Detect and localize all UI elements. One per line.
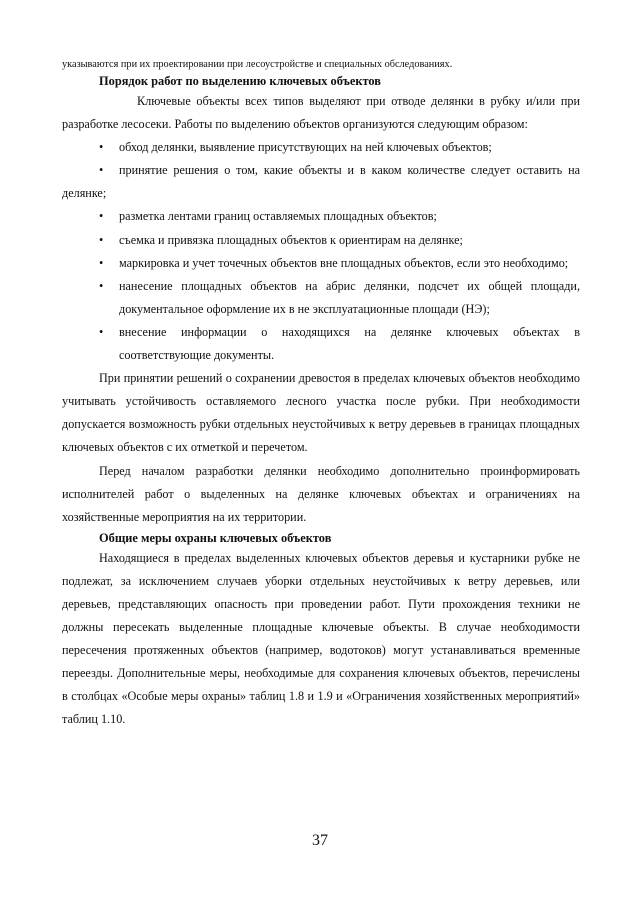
list-item-text: обход делянки, выявление присутствующих на ней ключевых объектов; (119, 140, 492, 155)
paragraph-stability: При принятии решений о сохранении древостоя в пределах ключевых объектов необходимо учитывать устойчивость оставляемого лесного участка после рубки. При необходимости допускается возможность рубки отдельных неустойчивых к ветру деревьев в границах площадных ключевых объектов с их отметкой и перечетом. (62, 371, 580, 455)
list-item-text: принятие решения о том, какие объекты и в каком количестве следует оставить на делянке; (62, 163, 580, 201)
list-item (62, 321, 580, 367)
bullet-icon: • (99, 324, 104, 339)
list-item-text: внесение информации о находящихся на делянке ключевых объектах в соответствующие документы. (119, 324, 580, 363)
list-item-text: разметка лентами границ оставляемых площадных объектов; (119, 209, 437, 224)
list-item-text: нанесение площадных объектов на абрис делянки, подсчет их общей площади, документальное оформление их в не эксплуатационные площади (НЭ); (119, 278, 580, 316)
list-item (62, 229, 580, 252)
paragraph-inform: Перед началом разработки делянки необходимо дополнительно проинформировать исполнителей работ о выделенных на делянке ключевых объектах и ограничениях на хозяйственные мероприятия на их территории. (62, 463, 580, 524)
page-number: 37 (312, 832, 328, 849)
bullet-icon: • (99, 163, 104, 178)
section-heading-procedure: Порядок работ по выделению ключевых объектов (99, 74, 382, 88)
list-item-text: съемка и привязка площадных объектов к ориентирам на делянке; (119, 232, 463, 247)
document-page (62, 58, 580, 732)
bullet-icon: • (99, 232, 104, 247)
paragraph-protection: Находящиеся в пределах выделенных ключевых объектов деревья и кустарники рубке не подлежат, за исключением случаев уборки отдельных неустойчивых к ветру деревьев, или деревьев, представляющих опасность при проведении работ. Пути прохождения техники не должны пересекать выделенные площадные ключевые объекты. В случае необходимости пересечения протяженных объектов (например, водотоков) могут устанавливаться временные переезды. Дополнительные меры, необходимые для сохранения ключевых объектов, перечислены в столбцах «Особые меры охраны» таблиц 1.8 и 1.9 и «Ограничения хозяйственных мероприятий» таблиц 1.10. (62, 550, 580, 727)
list-item-text: маркировка и учет точечных объектов вне площадных объектов, если это необходимо; (119, 255, 569, 270)
bullet-icon: • (99, 209, 104, 224)
bullet-icon: • (99, 140, 104, 155)
list-item (62, 275, 580, 321)
section-heading-protection: Общие меры охраны ключевых объектов (99, 530, 332, 545)
list-item (62, 159, 580, 205)
bullet-icon: • (99, 255, 104, 270)
carryover-line: указываются при их проектировании при лесоустройстве и специальных обследованиях. (62, 59, 453, 70)
list-item (62, 136, 580, 159)
intro-paragraph: Ключевые объекты всех типов выделяют при отводе делянки в рубку и/или при разработке лесосеки. Работы по выделению объектов организуются следующим образом: (62, 94, 580, 132)
bullet-icon: • (99, 278, 104, 293)
list-item (62, 252, 580, 275)
list-item (62, 205, 580, 228)
